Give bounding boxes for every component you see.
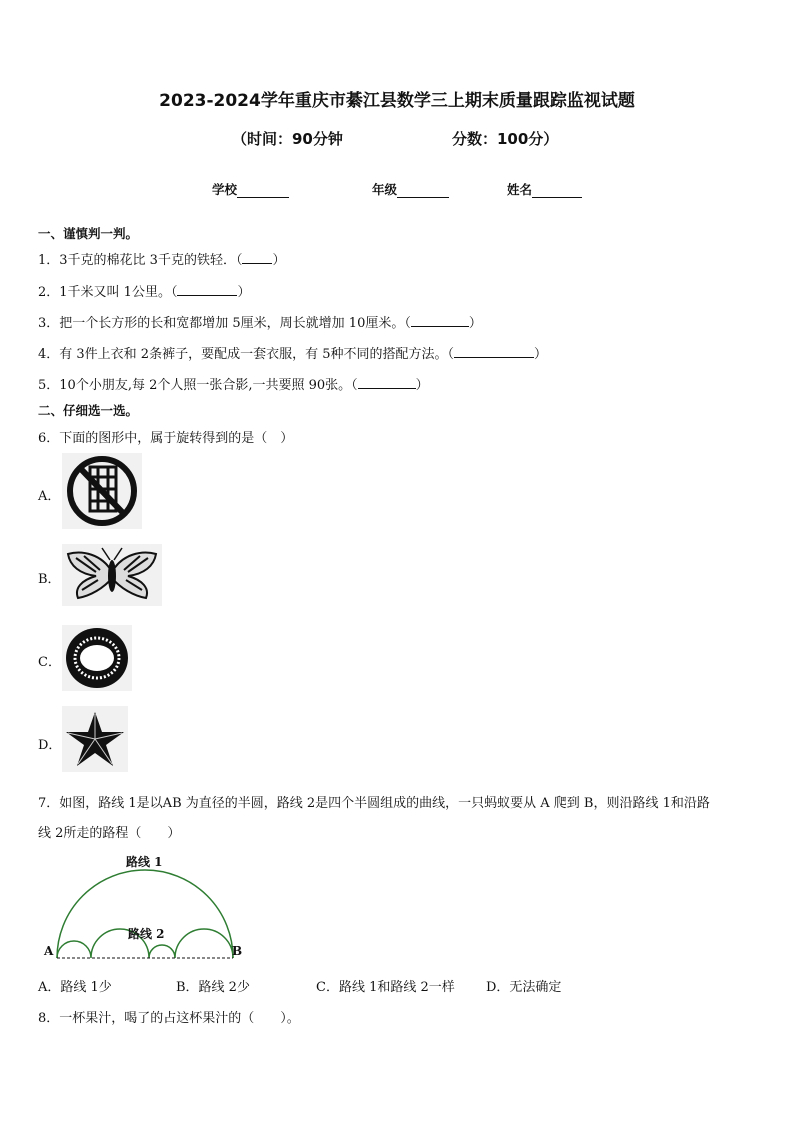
question-1: 1．3千克的棉花比 3千克的铁轻．（ ） [38,253,286,268]
name-blank[interactable] [532,184,582,198]
answer-blank[interactable] [358,376,416,389]
school-label: 学校 [212,182,238,197]
question-4: 4．有 3件上衣和 2条裤子，要配成一套衣服，有 5种不同的搭配方法。（ ） [38,347,547,362]
answer-blank[interactable] [454,345,534,358]
question-3: 3．把一个长方形的长和宽都增加 5厘米，周长就增加 10厘米。（ ） [38,316,482,331]
butterfly-icon[interactable] [62,544,162,606]
grade-blank[interactable] [397,184,449,198]
school-field [212,180,289,198]
option-c-label: C． [38,655,61,670]
choice-b[interactable]: B．路线 2少 [176,980,250,995]
question-7-line-2: 线 2所走的路程（ ） [38,826,181,841]
question-5: 5．10个小朋友,每 2个人照一张合影,一共要照 90张。（ ） [38,378,429,393]
no-sign-icon[interactable] [62,453,142,529]
grade-label: 年级 [372,182,398,197]
exam-time: （时间：90分钟 [232,130,343,148]
point-a-label: A [44,944,54,958]
route-1-label: 路线 1 [126,855,163,869]
option-d-label: D． [38,738,62,753]
question-2: 2．1千米又叫 1公里。（ ） [38,285,251,300]
question-6: 6．下面的图形中，属于旋转得到的是（ ） [38,431,294,446]
choice-a[interactable]: A．路线 1少 [38,980,112,995]
question-7-line-1: 7．如图，路线 1是以AB 为直径的半圆，路线 2是四个半圆组成的曲线，一只蚂蚁要从 A 爬到 B，则沿路线 1和沿路 [38,796,710,811]
choice-d[interactable]: D．无法确定 [486,980,562,995]
section-1-heading: 一、谨慎判一判。 [38,226,139,241]
answer-blank[interactable] [177,283,237,296]
name-field [507,180,582,198]
route-2-label: 路线 2 [128,927,165,941]
star-icon[interactable] [62,706,128,772]
ring-icon[interactable] [62,625,132,691]
option-a-label: A． [38,489,61,504]
name-label: 姓名 [507,182,533,197]
answer-blank[interactable] [242,251,272,264]
grade-field [372,180,449,198]
exam-score: 分数：100分） [452,130,559,148]
answer-blank[interactable] [411,314,469,327]
school-blank[interactable] [237,184,289,198]
page-title: 2023-2024学年重庆市綦江县数学三上期末质量跟踪监视试题 [159,91,635,111]
option-b-label: B． [38,572,61,587]
choice-c[interactable]: C．路线 1和路线 2一样 [316,980,455,995]
route-1-arc [57,870,233,958]
question-8: 8．一杯果汁，喝了的占这杯果汁的（ ）。 [38,1011,300,1026]
section-2-heading: 二、仔细选一选。 [38,403,139,418]
point-b-label: B [232,944,243,958]
